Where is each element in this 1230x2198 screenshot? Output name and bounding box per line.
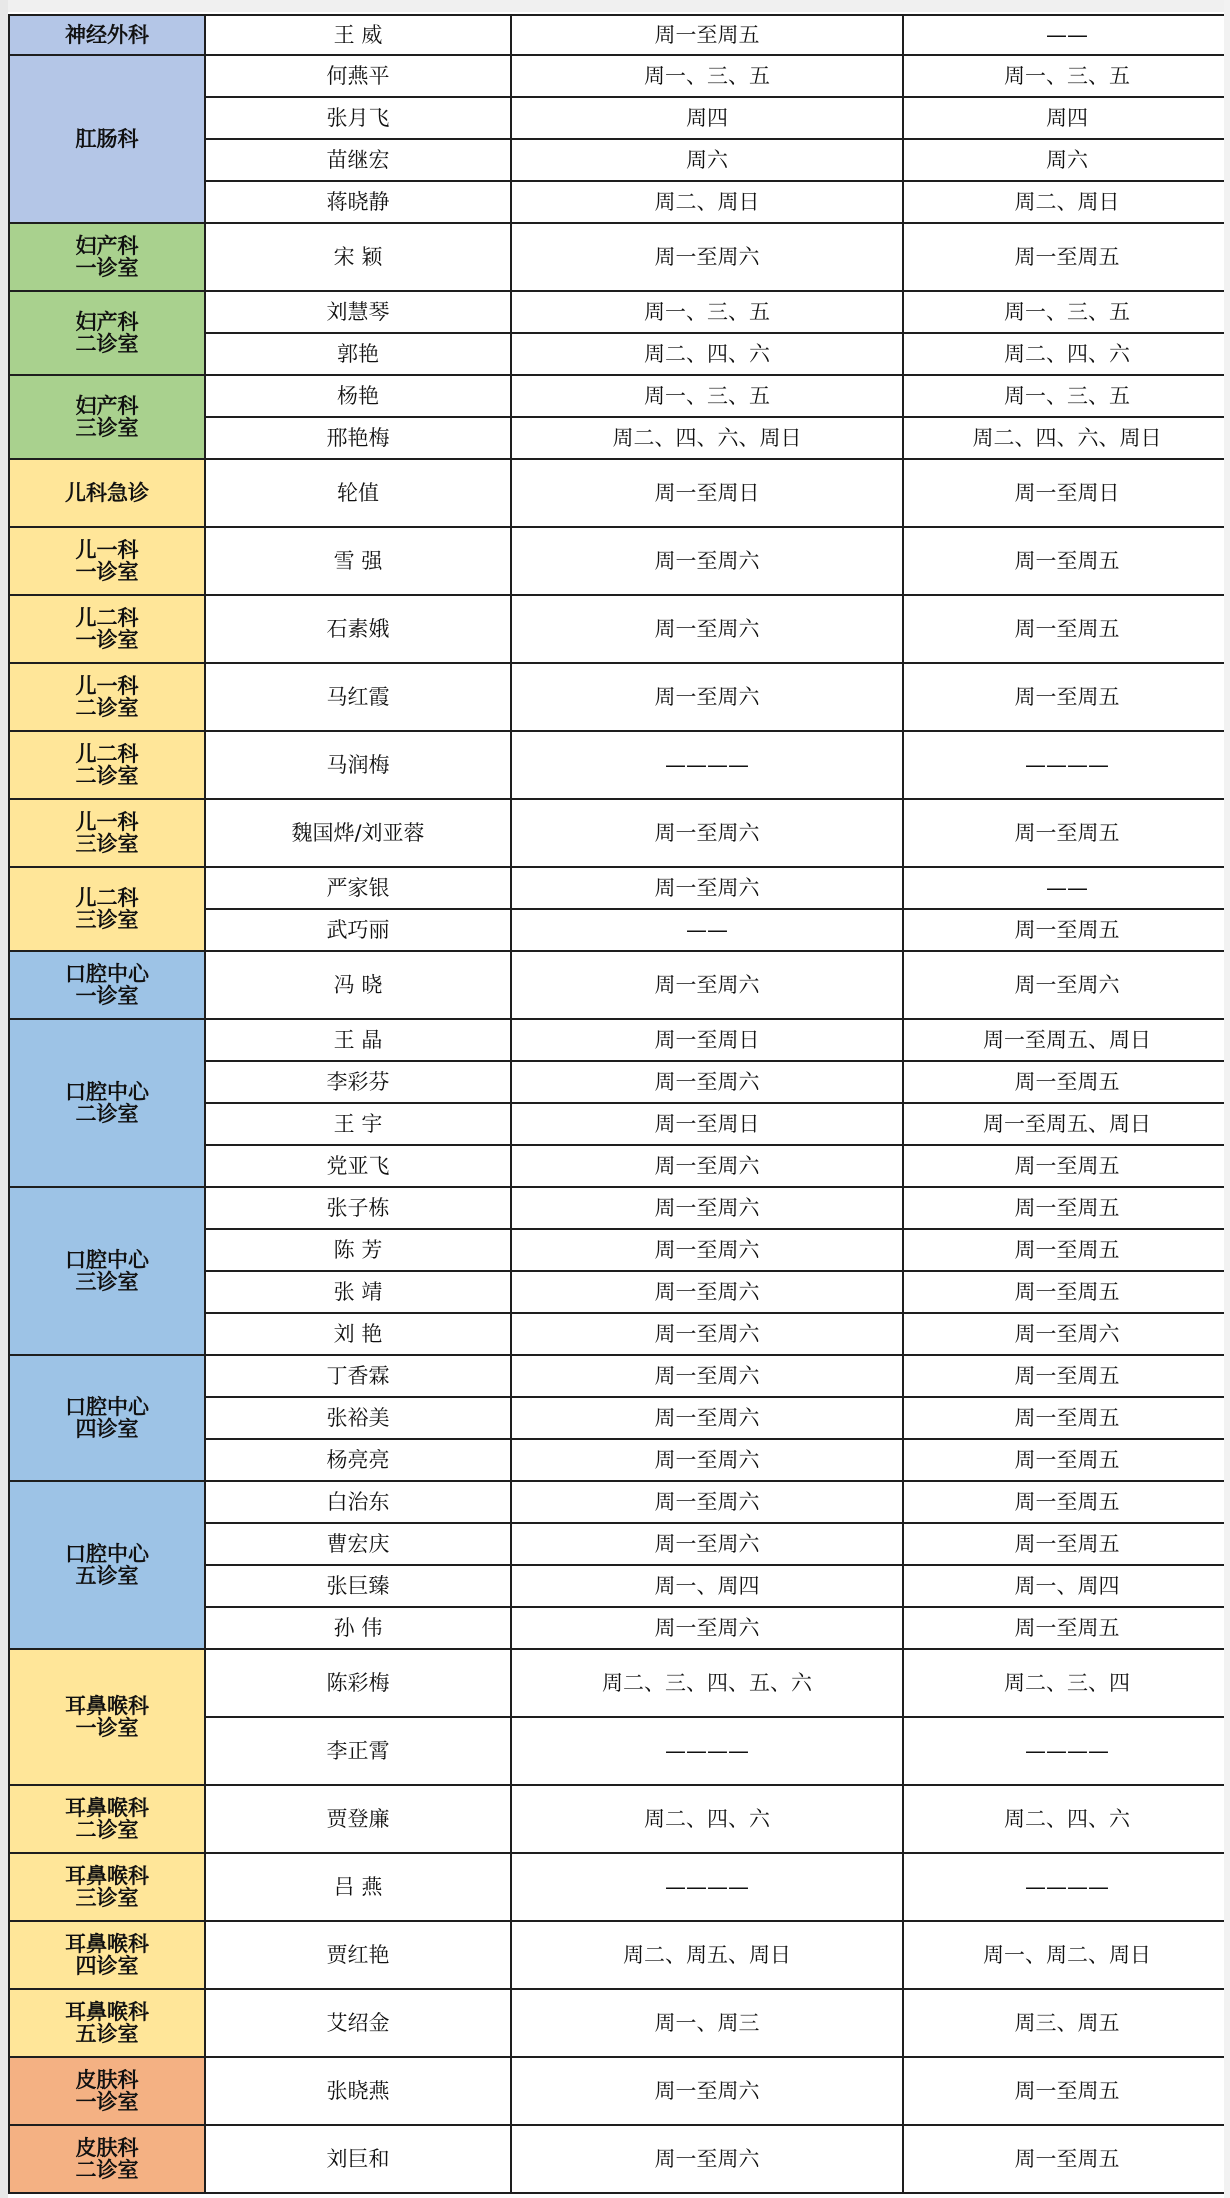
schedule-cell-a[interactable]: 周一至周六 — [511, 595, 903, 663]
table-row — [9, 2057, 1230, 2125]
schedule-cell-a[interactable]: 周一至周六 — [511, 1271, 903, 1313]
department-cell[interactable] — [9, 291, 205, 375]
schedule-cell-b[interactable]: ———— — [903, 1717, 1230, 1785]
department-label: 二诊室 — [75, 1102, 139, 1126]
department-cell[interactable] — [9, 663, 205, 731]
doctor-name-cell[interactable]: 李彩芬 — [205, 1061, 511, 1103]
doctor-name-cell[interactable]: 张 靖 — [205, 1271, 511, 1313]
doctor-name-cell[interactable]: 刘 艳 — [205, 1313, 511, 1355]
doctor-name-cell[interactable]: 刘巨和 — [205, 2125, 511, 2193]
doctor-name-cell[interactable]: 艾绍金 — [205, 1989, 511, 2057]
schedule-cell-b[interactable]: 周一、三、五 — [903, 375, 1230, 417]
schedule-cell-b[interactable]: 周一至周五 — [903, 909, 1230, 951]
doctor-name-cell[interactable]: 张晓燕 — [205, 2057, 511, 2125]
doctor-name-cell[interactable]: 宋 颖 — [205, 223, 511, 291]
department-label: 二诊室 — [75, 764, 139, 788]
doctor-name-cell[interactable]: 武巧丽 — [205, 909, 511, 951]
table-row — [9, 459, 1230, 527]
schedule-cell-b[interactable]: 周一、三、五 — [903, 55, 1230, 97]
department-cell[interactable] — [9, 1649, 205, 1785]
schedule-cell-b[interactable]: —— — [903, 867, 1230, 909]
doctor-name-cell[interactable]: 党亚飞 — [205, 1145, 511, 1187]
schedule-cell-b[interactable]: 周一至周六 — [903, 1313, 1230, 1355]
schedule-cell-a[interactable]: 周一至周六 — [511, 1313, 903, 1355]
doctor-name-cell[interactable]: 王 威 — [205, 15, 511, 55]
doctor-name-cell[interactable]: 魏国烨/刘亚蓉 — [205, 799, 511, 867]
table-row — [9, 527, 1230, 595]
doctor-name-cell[interactable]: 吕 燕 — [205, 1853, 511, 1921]
schedule-cell-a[interactable]: 周一至周五 — [511, 15, 903, 55]
schedule-cell-b[interactable]: 周四 — [903, 97, 1230, 139]
schedule-cell-a[interactable]: 周四 — [511, 97, 903, 139]
schedule-cell-a[interactable]: 周二、周五、周日 — [511, 1921, 903, 1989]
table-row — [9, 375, 1230, 417]
schedule-cell-a[interactable]: 周一、三、五 — [511, 55, 903, 97]
department-cell[interactable] — [9, 1019, 205, 1187]
table-row — [9, 55, 1230, 97]
schedule-cell-a[interactable]: 周一至周六 — [511, 1187, 903, 1229]
department-cell[interactable] — [9, 1785, 205, 1853]
department-label: 三诊室 — [75, 1270, 139, 1294]
department-label: 口腔中心 — [65, 1079, 149, 1104]
schedule-cell-b[interactable]: ———— — [903, 731, 1230, 799]
department-label: 三诊室 — [75, 908, 139, 932]
schedule-cell-b[interactable]: 周一至周五 — [903, 1229, 1230, 1271]
table-row — [9, 1989, 1230, 2057]
table-row — [9, 1921, 1230, 1989]
schedule-cell-a[interactable]: 周一至周六 — [511, 1523, 903, 1565]
department-label: 耳鼻喉科 — [65, 1999, 149, 2024]
department-cell[interactable] — [9, 2057, 205, 2125]
schedule-cell-a[interactable]: 周一、周四 — [511, 1565, 903, 1607]
table-row — [9, 1649, 1230, 1717]
department-cell[interactable] — [9, 1481, 205, 1649]
schedule-cell-a[interactable]: 周一至周六 — [511, 1607, 903, 1649]
department-label: 耳鼻喉科 — [65, 1931, 149, 1956]
department-label: 三诊室 — [75, 1886, 139, 1910]
row-gutter — [0, 0, 8, 2198]
schedule-cell-a[interactable]: 周一至周六 — [511, 2057, 903, 2125]
department-cell[interactable] — [9, 527, 205, 595]
schedule-cell-a[interactable]: 周一至周六 — [511, 951, 903, 1019]
schedule-cell-b[interactable]: 周一至周五 — [903, 1145, 1230, 1187]
schedule-cell-a[interactable]: ———— — [511, 1717, 903, 1785]
schedule-cell-a[interactable]: 周一至周六 — [511, 867, 903, 909]
department-label: 二诊室 — [75, 1818, 139, 1842]
schedule-cell-b[interactable]: 周一至周五 — [903, 527, 1230, 595]
department-label: 二诊室 — [75, 332, 139, 356]
doctor-name-cell[interactable]: 严家银 — [205, 867, 511, 909]
schedule-cell-b[interactable]: 周一至周五、周日 — [903, 1019, 1230, 1061]
table-row — [9, 223, 1230, 291]
department-label: 耳鼻喉科 — [65, 1693, 149, 1718]
doctor-name-cell[interactable]: 陈彩梅 — [205, 1649, 511, 1717]
department-label: 二诊室 — [75, 696, 139, 720]
schedule-cell-a[interactable]: 周一至周六 — [511, 1061, 903, 1103]
department-label: 口腔中心 — [65, 961, 149, 986]
department-label: 五诊室 — [75, 1564, 139, 1588]
table-row — [9, 1785, 1230, 1853]
doctor-name-cell[interactable]: 马红霞 — [205, 663, 511, 731]
table-row — [9, 2125, 1230, 2193]
doctor-name-cell[interactable]: 杨艳 — [205, 375, 511, 417]
schedule-cell-a[interactable]: 周一至周六 — [511, 1481, 903, 1523]
doctor-name-cell[interactable]: 邢艳梅 — [205, 417, 511, 459]
doctor-name-cell[interactable]: 贾登廉 — [205, 1785, 511, 1853]
schedule-cell-a[interactable]: 周一至周六 — [511, 1145, 903, 1187]
department-label: 一诊室 — [75, 1716, 139, 1740]
schedule-cell-b[interactable]: 周一至周六 — [903, 951, 1230, 1019]
doctor-name-cell[interactable]: 雪 强 — [205, 527, 511, 595]
department-label: 儿科急诊 — [65, 480, 149, 505]
department-label: 耳鼻喉科 — [65, 1795, 149, 1820]
doctor-name-cell[interactable]: 张裕美 — [205, 1397, 511, 1439]
clinic-schedule-table — [8, 14, 1230, 2194]
table-row — [9, 1481, 1230, 1523]
department-cell[interactable] — [9, 223, 205, 291]
schedule-cell-b[interactable]: 周一至周日 — [903, 459, 1230, 527]
schedule-cell-b[interactable]: 周一至周五 — [903, 1187, 1230, 1229]
schedule-cell-b[interactable]: 周一至周五 — [903, 2125, 1230, 2193]
department-cell[interactable] — [9, 15, 205, 55]
schedule-cell-a[interactable]: 周一至周六 — [511, 1439, 903, 1481]
department-label: 耳鼻喉科 — [65, 1863, 149, 1888]
schedule-cell-a[interactable]: 周一至周日 — [511, 1019, 903, 1061]
table-row — [9, 1187, 1230, 1229]
table-row — [9, 867, 1230, 909]
department-label: 一诊室 — [75, 560, 139, 584]
table-row — [9, 731, 1230, 799]
schedule-cell-b[interactable]: 周一、周四 — [903, 1565, 1230, 1607]
department-label: 口腔中心 — [65, 1247, 149, 1272]
department-label: 口腔中心 — [65, 1394, 149, 1419]
schedule-cell-b[interactable]: 周一至周五 — [903, 1439, 1230, 1481]
right-edge — [1224, 0, 1230, 2198]
department-label: 妇产科 — [75, 309, 139, 334]
doctor-name-cell[interactable]: 冯 晓 — [205, 951, 511, 1019]
table-row — [9, 951, 1230, 1019]
department-cell[interactable] — [9, 1187, 205, 1355]
department-label: 三诊室 — [75, 832, 139, 856]
department-label: 一诊室 — [75, 256, 139, 280]
department-cell[interactable] — [9, 1989, 205, 2057]
doctor-name-cell[interactable]: 刘慧琴 — [205, 291, 511, 333]
department-label: 妇产科 — [75, 393, 139, 418]
department-label: 儿二科 — [75, 885, 139, 910]
schedule-cell-a[interactable]: 周六 — [511, 139, 903, 181]
doctor-name-cell[interactable]: 王 宇 — [205, 1103, 511, 1145]
department-cell[interactable] — [9, 55, 205, 223]
department-label: 口腔中心 — [65, 1541, 149, 1566]
schedule-cell-b[interactable]: 周六 — [903, 139, 1230, 181]
department-label: 四诊室 — [75, 1954, 139, 1978]
schedule-cell-b[interactable]: ———— — [903, 1853, 1230, 1921]
department-label: 神经外科 — [65, 22, 149, 47]
department-label: 儿二科 — [75, 605, 139, 630]
doctor-name-cell[interactable]: 张巨臻 — [205, 1565, 511, 1607]
department-cell[interactable] — [9, 2125, 205, 2193]
schedule-cell-b[interactable]: 周一至周五 — [903, 1271, 1230, 1313]
department-label: 肛肠科 — [75, 126, 139, 151]
table-row — [9, 1853, 1230, 1921]
schedule-cell-b[interactable]: 周一至周五 — [903, 595, 1230, 663]
schedule-cell-b[interactable]: 周二、四、六、周日 — [903, 417, 1230, 459]
table-row — [9, 799, 1230, 867]
schedule-cell-b[interactable]: 周一至周五 — [903, 1607, 1230, 1649]
department-cell[interactable] — [9, 1921, 205, 1989]
schedule-cell-b[interactable]: 周一、三、五 — [903, 291, 1230, 333]
doctor-name-cell[interactable]: 杨亮亮 — [205, 1439, 511, 1481]
department-cell[interactable] — [9, 867, 205, 951]
schedule-cell-a[interactable]: 周一、三、五 — [511, 291, 903, 333]
table-row — [9, 15, 1230, 55]
table-row — [9, 663, 1230, 731]
doctor-name-cell[interactable]: 张子栋 — [205, 1187, 511, 1229]
doctor-name-cell[interactable]: 张月飞 — [205, 97, 511, 139]
department-cell[interactable] — [9, 799, 205, 867]
doctor-name-cell[interactable]: 苗继宏 — [205, 139, 511, 181]
schedule-cell-b[interactable]: 周一至周五、周日 — [903, 1103, 1230, 1145]
doctor-name-cell[interactable]: 郭艳 — [205, 333, 511, 375]
department-cell[interactable] — [9, 731, 205, 799]
department-cell[interactable] — [9, 951, 205, 1019]
table-row — [9, 1019, 1230, 1061]
schedule-cell-a[interactable]: 周一至周六 — [511, 663, 903, 731]
department-cell[interactable] — [9, 595, 205, 663]
schedule-cell-a[interactable]: 周一至周六 — [511, 2125, 903, 2193]
doctor-name-cell[interactable]: 王 晶 — [205, 1019, 511, 1061]
doctor-name-cell[interactable]: 石素娥 — [205, 595, 511, 663]
schedule-cell-b[interactable]: 周二、周日 — [903, 181, 1230, 223]
schedule-cell-a[interactable]: ———— — [511, 1853, 903, 1921]
schedule-cell-b[interactable]: 周三、周五 — [903, 1989, 1230, 2057]
department-label: 儿一科 — [75, 673, 139, 698]
department-cell[interactable] — [9, 1355, 205, 1481]
schedule-cell-a[interactable]: 周二、四、六 — [511, 333, 903, 375]
department-label: 一诊室 — [75, 984, 139, 1008]
schedule-cell-a[interactable]: 周一至周日 — [511, 459, 903, 527]
schedule-cell-b[interactable]: 周一至周五 — [903, 1355, 1230, 1397]
schedule-cell-a[interactable]: 周二、三、四、五、六 — [511, 1649, 903, 1717]
doctor-name-cell[interactable]: 马润梅 — [205, 731, 511, 799]
schedule-cell-a[interactable]: 周一至周六 — [511, 799, 903, 867]
department-cell[interactable] — [9, 459, 205, 527]
schedule-cell-b[interactable]: 周二、四、六 — [903, 333, 1230, 375]
schedule-cell-a[interactable]: 周一、三、五 — [511, 375, 903, 417]
doctor-name-cell[interactable]: 曹宏庆 — [205, 1523, 511, 1565]
department-label: 三诊室 — [75, 416, 139, 440]
department-label: 儿二科 — [75, 741, 139, 766]
schedule-cell-a[interactable]: —— — [511, 909, 903, 951]
schedule-cell-a[interactable]: ———— — [511, 731, 903, 799]
department-label: 二诊室 — [75, 2158, 139, 2182]
doctor-name-cell[interactable]: 轮值 — [205, 459, 511, 527]
schedule-cell-b[interactable]: 周一至周五 — [903, 663, 1230, 731]
doctor-name-cell[interactable]: 李正霄 — [205, 1717, 511, 1785]
department-label: 儿一科 — [75, 537, 139, 562]
department-label: 儿一科 — [75, 809, 139, 834]
schedule-cell-a[interactable]: 周一至周六 — [511, 1397, 903, 1439]
schedule-cell-b[interactable]: 周一至周五 — [903, 1061, 1230, 1103]
schedule-cell-b[interactable]: 周一至周五 — [903, 1397, 1230, 1439]
department-label: 皮肤科 — [75, 2067, 139, 2092]
schedule-cell-a[interactable]: 周一至周日 — [511, 1103, 903, 1145]
schedule-cell-a[interactable]: 周二、周日 — [511, 181, 903, 223]
department-label: 五诊室 — [75, 2022, 139, 2046]
schedule-body — [9, 15, 1230, 2193]
doctor-name-cell[interactable]: 孙 伟 — [205, 1607, 511, 1649]
schedule-cell-a[interactable]: 周二、四、六 — [511, 1785, 903, 1853]
table-row — [9, 1355, 1230, 1397]
department-label: 四诊室 — [75, 1417, 139, 1441]
department-label: 皮肤科 — [75, 2135, 139, 2160]
department-cell[interactable] — [9, 1853, 205, 1921]
table-row — [9, 291, 1230, 333]
schedule-cell-b[interactable]: —— — [903, 15, 1230, 55]
schedule-cell-a[interactable]: 周一、周三 — [511, 1989, 903, 2057]
schedule-cell-b[interactable]: 周一至周五 — [903, 223, 1230, 291]
department-label: 妇产科 — [75, 233, 139, 258]
top-strip — [0, 0, 1230, 12]
department-label: 一诊室 — [75, 2090, 139, 2114]
doctor-name-cell[interactable]: 白治东 — [205, 1481, 511, 1523]
schedule-cell-b[interactable]: 周一至周五 — [903, 1523, 1230, 1565]
doctor-name-cell[interactable]: 陈 芳 — [205, 1229, 511, 1271]
table-row — [9, 595, 1230, 663]
schedule-cell-b[interactable]: 周二、三、四 — [903, 1649, 1230, 1717]
schedule-cell-b[interactable]: 周二、四、六 — [903, 1785, 1230, 1853]
doctor-name-cell[interactable]: 丁香霖 — [205, 1355, 511, 1397]
department-label: 一诊室 — [75, 628, 139, 652]
schedule-cell-b[interactable]: 周一、周二、周日 — [903, 1921, 1230, 1989]
department-cell[interactable] — [9, 375, 205, 459]
schedule-cell-a[interactable]: 周一至周六 — [511, 223, 903, 291]
schedule-cell-a[interactable]: 周一至周六 — [511, 1355, 903, 1397]
doctor-name-cell[interactable]: 贾红艳 — [205, 1921, 511, 1989]
schedule-cell-b[interactable]: 周一至周五 — [903, 799, 1230, 867]
doctor-name-cell[interactable]: 蒋晓静 — [205, 181, 511, 223]
schedule-cell-b[interactable]: 周一至周五 — [903, 2057, 1230, 2125]
schedule-cell-a[interactable]: 周一至周六 — [511, 527, 903, 595]
schedule-cell-a[interactable]: 周二、四、六、周日 — [511, 417, 903, 459]
schedule-cell-a[interactable]: 周一至周六 — [511, 1229, 903, 1271]
doctor-name-cell[interactable]: 何燕平 — [205, 55, 511, 97]
schedule-cell-b[interactable]: 周一至周五 — [903, 1481, 1230, 1523]
